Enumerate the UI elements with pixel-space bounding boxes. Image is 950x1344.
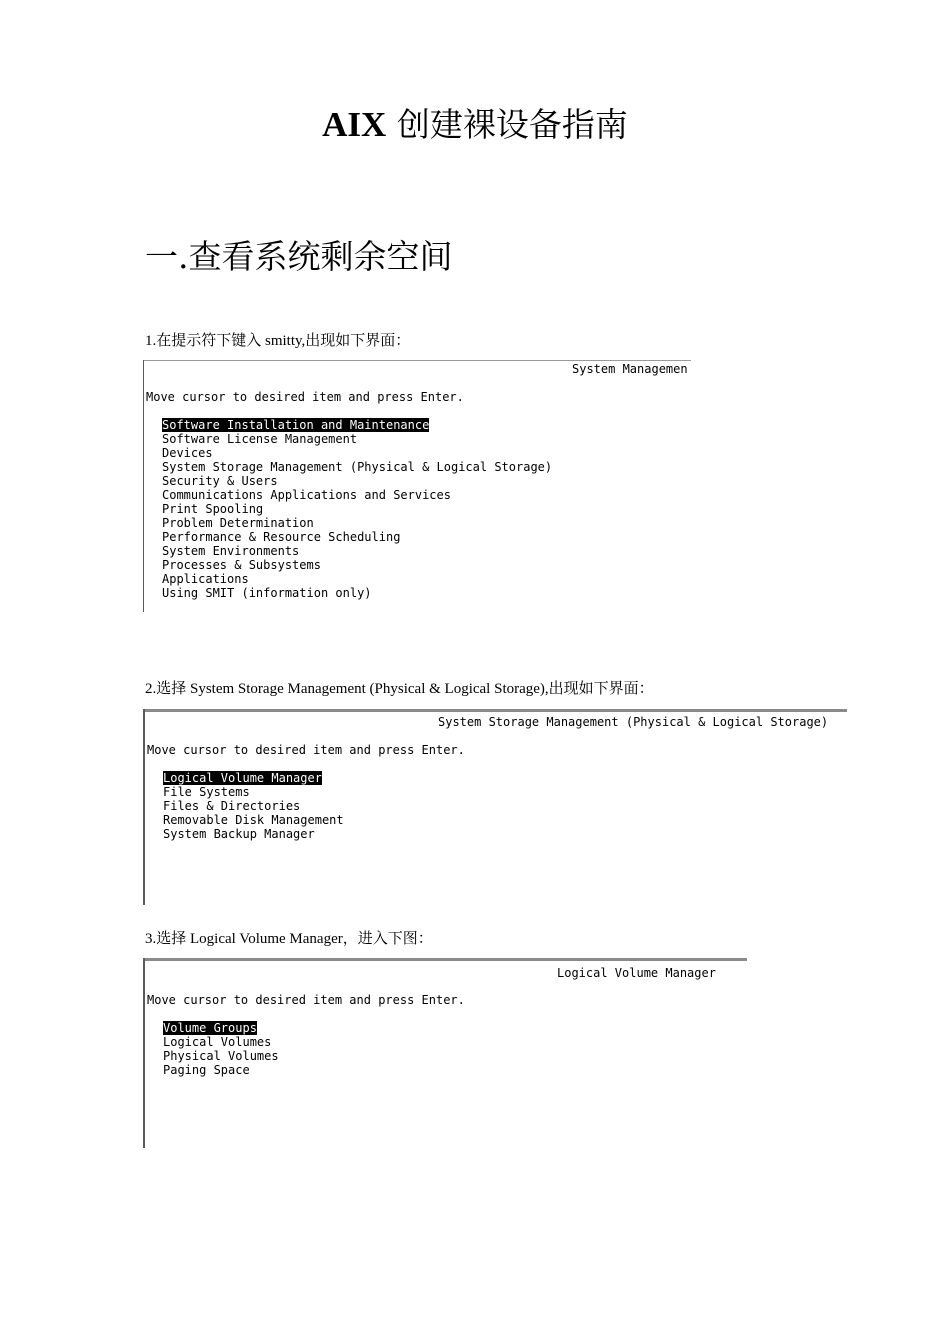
menu-item[interactable] — [162, 572, 249, 586]
menu-item[interactable] — [163, 799, 300, 813]
menu-item[interactable] — [163, 1049, 279, 1063]
menu-item-label: System Storage Management (Physical & Logical Storage) — [162, 460, 553, 474]
menu-item[interactable] — [162, 558, 321, 572]
menu-item[interactable] — [163, 771, 322, 785]
screen-top-border — [143, 709, 847, 712]
menu-item-label: Processes & Subsystems — [162, 558, 321, 572]
menu-item-label: Removable Disk Management — [163, 813, 344, 827]
menu-item[interactable] — [163, 1021, 257, 1035]
menu-item[interactable] — [163, 1035, 271, 1049]
menu-item-label: Volume Groups — [163, 1021, 257, 1035]
menu-item[interactable] — [163, 813, 344, 827]
smit-lvm-menu-screen — [143, 958, 747, 1148]
menu-item-label: Paging Space — [163, 1063, 250, 1077]
screen-left-border — [143, 709, 145, 905]
screen-left-border — [143, 360, 144, 612]
menu-item[interactable] — [162, 488, 451, 502]
menu-item-label: Devices — [162, 446, 213, 460]
smit-storage-menu-screen — [143, 709, 847, 905]
menu-item-label: Logical Volumes — [163, 1035, 272, 1049]
menu-item-label: System Environments — [162, 544, 300, 558]
screen-prompt: Move cursor to desired item and press Enter. — [146, 390, 464, 404]
screen-prompt: Move cursor to desired item and press Enter. — [147, 743, 465, 757]
menu-item-label: Security & Users — [162, 474, 278, 488]
document-title-cjk: 创建裸设备指南 — [396, 105, 628, 144]
menu-item-label: Files & Directories — [163, 799, 301, 813]
menu-item[interactable] — [162, 418, 429, 432]
menu-item[interactable] — [162, 432, 357, 446]
screen-left-border — [143, 958, 145, 1148]
menu-item-label: Physical Volumes — [163, 1049, 279, 1063]
document-title-latin: AIX — [322, 105, 387, 144]
menu-item-label: Logical Volume Manager — [163, 771, 322, 785]
menu-item-label: Problem Determination — [162, 516, 314, 530]
screen-header: System Storage Management (Physical & Logical Storage) — [438, 715, 829, 729]
menu-item[interactable] — [163, 827, 315, 841]
menu-item-label: Software License Management — [162, 432, 358, 446]
section-heading: 一.查看系统剩余空间 — [145, 237, 453, 276]
menu-item-label: Applications — [162, 572, 249, 586]
menu-item-label: System Backup Manager — [163, 827, 315, 841]
menu-item[interactable] — [162, 544, 299, 558]
menu-item-label: File Systems — [163, 785, 250, 799]
menu-item-label: Communications Applications and Services — [162, 488, 451, 502]
menu-item[interactable] — [162, 516, 314, 530]
menu-item[interactable] — [163, 1063, 250, 1077]
menu-item[interactable] — [163, 785, 250, 799]
menu-item[interactable] — [162, 446, 213, 460]
screen-header: System Managemen — [572, 362, 688, 376]
screen-header: Logical Volume Manager — [557, 966, 716, 980]
document-title — [0, 104, 950, 146]
menu-item-label: Using SMIT (information only) — [162, 586, 372, 600]
step-3-caption: 3.选择 Logical Volume Manager，进入下图： — [145, 931, 433, 947]
screen-top-border — [143, 958, 747, 961]
menu-item-label: Print Spooling — [162, 502, 264, 516]
menu-item-label: Performance & Resource Scheduling — [162, 530, 401, 544]
menu-item[interactable] — [162, 586, 372, 600]
menu-item[interactable] — [162, 460, 552, 474]
step-2-caption: 2.选择 System Storage Management (Physical & Logical Storage),出现如下界面： — [145, 681, 654, 697]
menu-item[interactable] — [162, 530, 400, 544]
step-1-caption: 1.在提示符下键入 smitty,出现如下界面： — [145, 333, 411, 349]
menu-item-label: Software Installation and Maintenance — [162, 418, 430, 432]
screen-top-border — [143, 360, 691, 361]
menu-item[interactable] — [162, 474, 278, 488]
screen-prompt: Move cursor to desired item and press Enter. — [147, 993, 465, 1007]
menu-item[interactable] — [162, 502, 263, 516]
smit-main-menu-screen — [143, 360, 691, 612]
